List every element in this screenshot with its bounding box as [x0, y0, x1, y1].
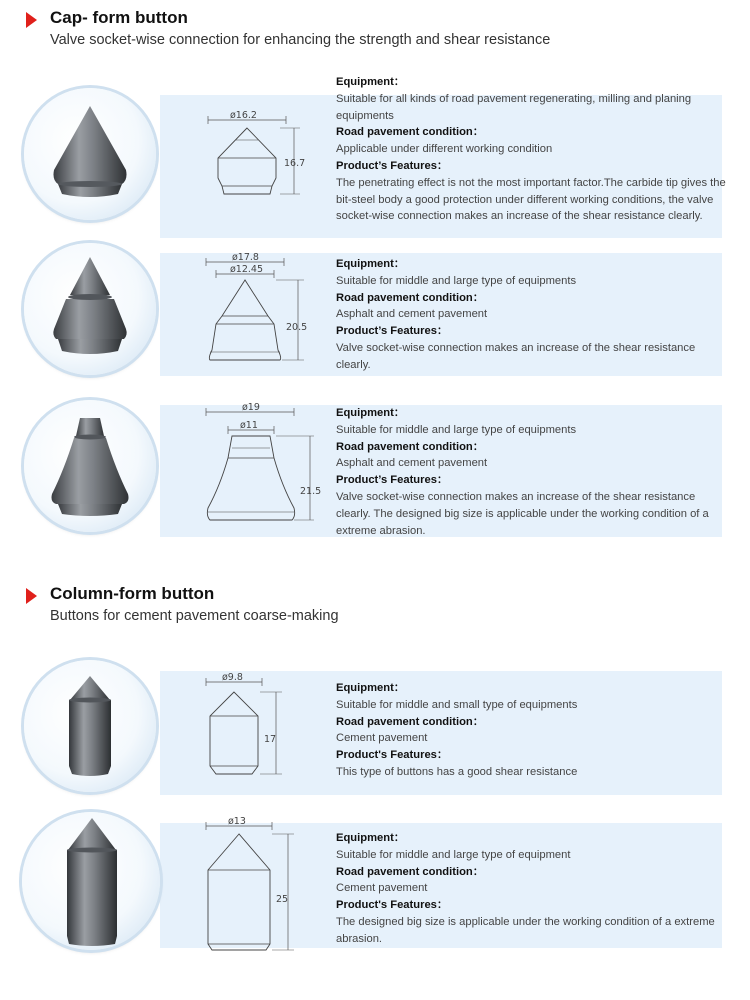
section-title: Cap- form button [50, 8, 188, 27]
dimension-label: 25 [276, 894, 289, 905]
condition-label: Road pavement condition： [336, 715, 484, 728]
technical-drawing-cap-3 [194, 402, 322, 540]
features-label: Product's Features： [336, 899, 449, 912]
technical-drawing-column-2 [194, 814, 304, 958]
features-value: This type of buttons has a good shear resistance [336, 765, 578, 778]
product-description [336, 256, 728, 374]
equipment-label: Equipment： [336, 76, 405, 88]
equipment-label: Equipment： [336, 832, 405, 844]
equipment-value: Suitable for middle and large type of equipment [336, 848, 571, 861]
product-photo-column-1 [24, 660, 156, 792]
section-subtitle: Buttons for cement pavement coarse-making [50, 608, 339, 624]
dimension-label: ø11 [240, 420, 258, 431]
features-label: Product's Features： [336, 749, 449, 762]
technical-drawing-cap-2 [194, 250, 314, 380]
triangle-arrow-icon [26, 588, 37, 604]
section-subtitle: Valve socket-wise connection for enhancing the strength and shear resistance [50, 32, 551, 48]
product-description [336, 74, 728, 225]
dimension-label: 17 [264, 734, 277, 745]
condition-label: Road pavement condition： [336, 865, 484, 878]
product-photo-column-2 [22, 812, 160, 950]
section-title: Column-form button [50, 584, 215, 603]
product-photo-cap-1 [24, 88, 156, 220]
dimension-label: ø19 [242, 402, 260, 413]
product-description [336, 405, 728, 539]
features-value: Valve socket-wise connection makes an increase of the shear resistance clearly. [336, 341, 696, 371]
dimension-label: ø17.8 [232, 252, 259, 263]
product-description [336, 830, 728, 948]
technical-drawing-column-1 [194, 670, 294, 790]
features-value: Valve socket-wise connection makes an increase of the shear resistance clearly. The designed big size is applicable under the working condition of a extreme abrasion. [336, 490, 709, 537]
dimension-label: ø9.8 [222, 672, 243, 683]
features-label: Product’s Features： [336, 159, 449, 172]
dimension-label: ø13 [228, 816, 246, 827]
condition-label: Road pavement condition： [336, 440, 484, 453]
condition-value: Cement pavement [336, 882, 428, 895]
equipment-value: Suitable for middle and large type of equipments [336, 274, 577, 287]
dimension-label: 16.7 [284, 158, 306, 169]
condition-value: Applicable under different working condition [336, 143, 553, 156]
equipment-label: Equipment： [336, 258, 405, 270]
product-photo-cap-2 [24, 243, 156, 375]
condition-value: Asphalt and cement pavement [336, 457, 488, 470]
condition-label: Road pavement condition： [336, 291, 484, 304]
dimension-label: ø12.45 [230, 264, 264, 275]
equipment-value: Suitable for middle and large type of equipments [336, 423, 577, 436]
triangle-arrow-icon [26, 12, 37, 28]
features-value: The designed big size is applicable under the working condition of a extreme abrasion. [336, 915, 715, 945]
condition-label: Road pavement condition： [336, 126, 484, 139]
dimension-label: 20.5 [286, 322, 308, 333]
condition-value: Asphalt and cement pavement [336, 308, 488, 321]
equipment-label: Equipment： [336, 407, 405, 419]
technical-drawing-cap-1 [194, 106, 314, 210]
product-description [336, 680, 728, 781]
dimension-label: 21.5 [300, 486, 322, 497]
equipment-value: Suitable for all kinds of road pavement regenerating, milling and planing equipments [336, 92, 692, 122]
features-label: Product’s Features： [336, 474, 449, 487]
dimension-label: ø16.2 [230, 110, 257, 121]
product-photo-cap-3 [24, 400, 156, 532]
equipment-label: Equipment： [336, 682, 405, 694]
features-label: Product’s Features： [336, 325, 449, 338]
equipment-value: Suitable for middle and small type of equipments [336, 698, 578, 711]
condition-value: Cement pavement [336, 732, 428, 745]
features-value: The penetrating effect is not the most important factor.The carbide tip gives the bit-steel body a good protection under different working conditions, the valve socket-wise connection makes an increase of the shear resistance clearly. [336, 176, 726, 223]
